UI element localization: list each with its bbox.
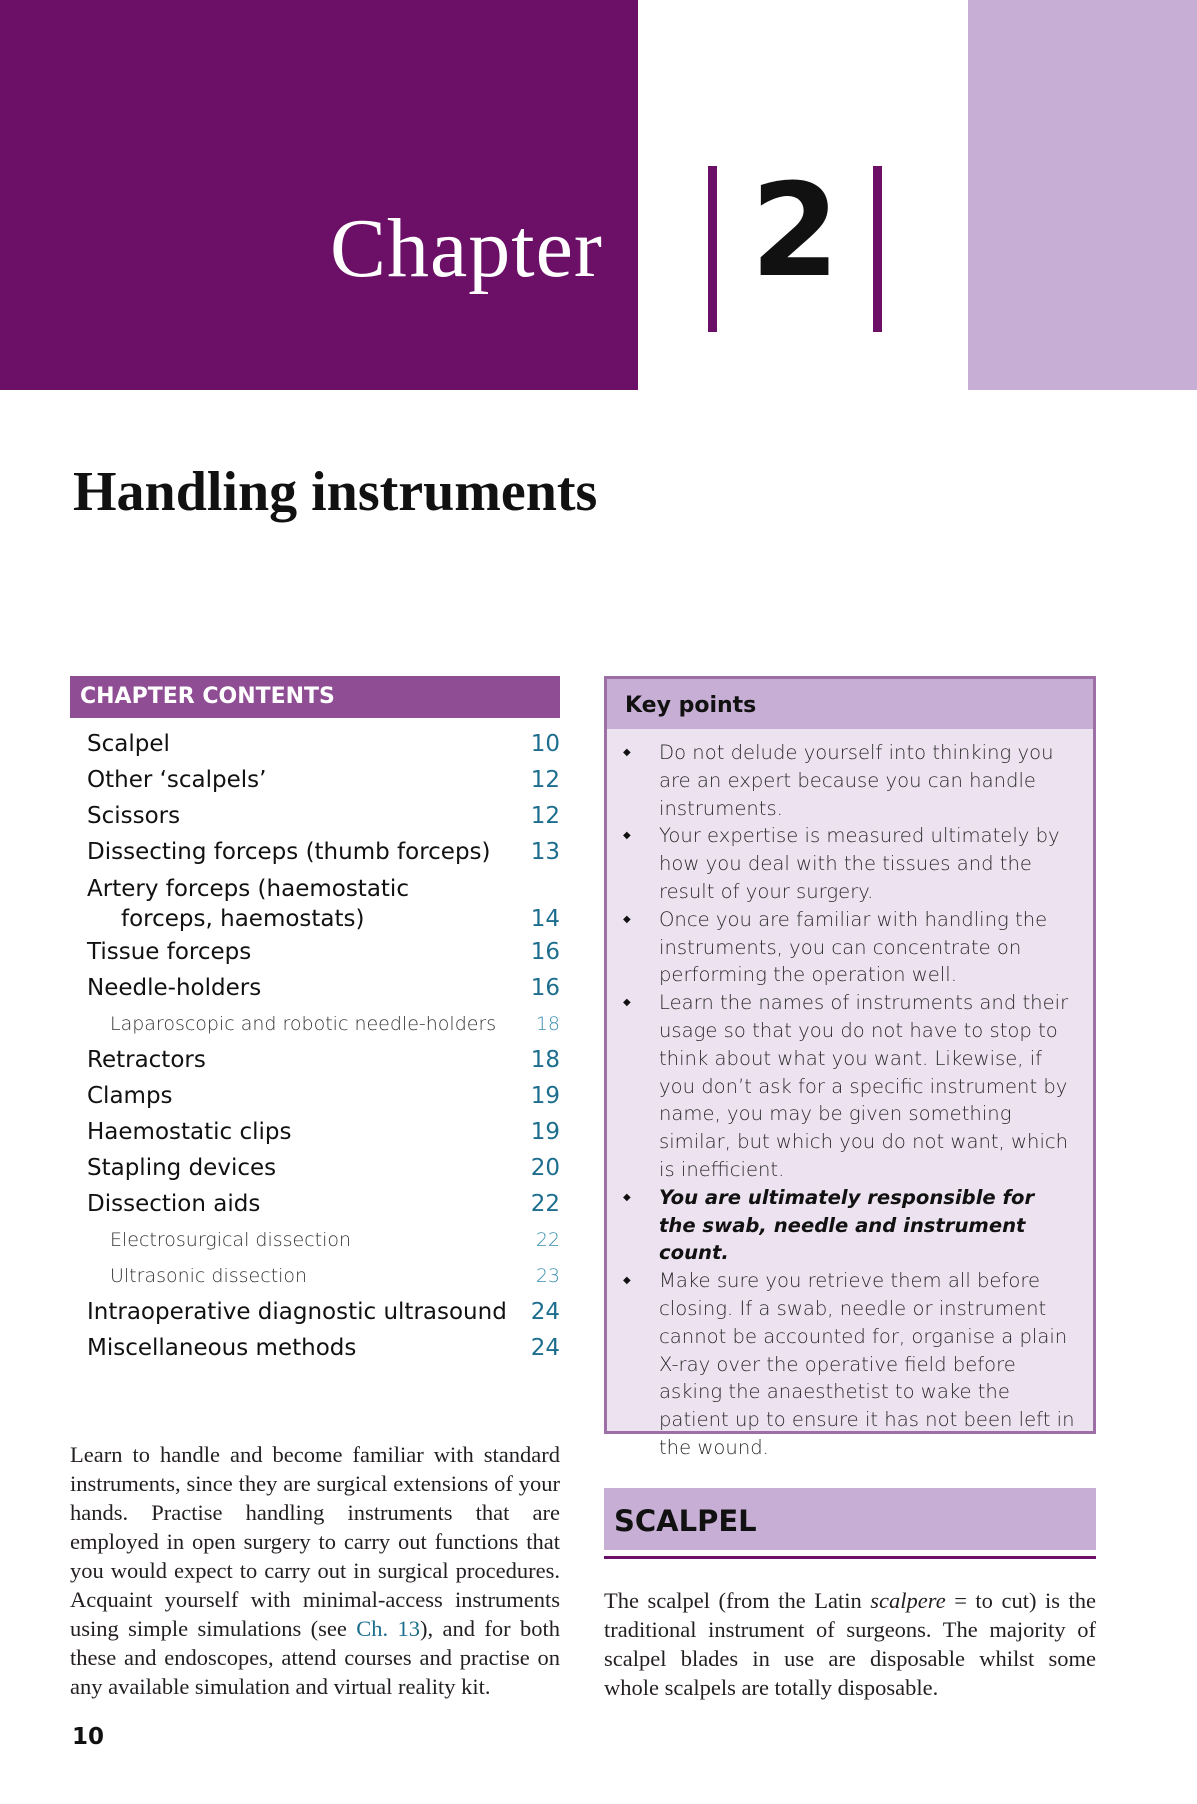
toc-subitem[interactable]: Laparoscopic and robotic needle-holders 18 — [70, 1006, 560, 1042]
toc-item[interactable]: Intraoperative diagnostic ultrasound 24 — [70, 1294, 560, 1330]
toc-page-number[interactable]: 12 — [530, 803, 560, 829]
toc-page-number[interactable]: 19 — [530, 1119, 560, 1145]
intro-paragraph: Learn to handle and become familiar with standard instruments, since they are surgical extensions of your hands. Practise handling instruments that are employed in open surgery to carry out functions that you would expect to carry out in surgical procedures. Acquaint yourself with minimal-access instruments using simple simulations (see Ch. 13), and for both these and endoscopes, attend courses and practise on any available simulation and virtual reality kit. — [70, 1442, 560, 1699]
toc-item[interactable]: Scalpel 10 — [70, 726, 560, 762]
toc-page-number[interactable]: 16 — [530, 939, 560, 965]
chapter-label: Chapter — [330, 202, 603, 295]
toc-page-number[interactable]: 12 — [530, 767, 560, 793]
toc-page-number[interactable]: 19 — [530, 1083, 560, 1109]
toc-item[interactable]: Stapling devices 20 — [70, 1150, 560, 1186]
toc-item[interactable]: Retractors 18 — [70, 1042, 560, 1078]
key-points-box — [604, 676, 1096, 1459]
chapter-number: 2 — [750, 157, 840, 306]
key-point-emphasis: ◆ You are ultimately responsible for the swab, needle and instrument count. — [621, 1184, 1075, 1267]
key-point: ◆ Once you are familiar with handling the instruments, you can concentrate on performing the operation well. — [621, 906, 1075, 989]
section-heading-scalpel: SCALPEL — [604, 1488, 1096, 1550]
toc-item[interactable]: Dissecting forceps (thumb forceps) 13 — [70, 834, 560, 870]
toc-page-number[interactable]: 14 — [530, 906, 560, 932]
chapter-bar-left — [708, 166, 717, 332]
toc-item[interactable]: Miscellaneous methods 24 — [70, 1330, 560, 1366]
toc-page-number[interactable]: 16 — [530, 975, 560, 1001]
header-band-purple — [0, 0, 638, 390]
chapter-13-link[interactable]: Ch. 13 — [356, 1616, 421, 1641]
toc-page-number[interactable]: 22 — [530, 1191, 560, 1217]
header-band-lilac — [968, 0, 1197, 390]
toc-page-number[interactable]: 22 — [535, 1229, 560, 1251]
toc-item[interactable]: Tissue forceps 16 — [70, 934, 560, 970]
toc-item[interactable]: Scissors 12 — [70, 798, 560, 834]
toc-item[interactable]: Needle-holders 16 — [70, 970, 560, 1006]
key-point: ◆ Do not delude yourself into thinking you are an expert because you can handle instruments. — [621, 739, 1075, 822]
page-number: 10 — [72, 1724, 105, 1750]
toc-page-number[interactable]: 10 — [530, 731, 560, 757]
toc-page-number[interactable]: 23 — [535, 1265, 560, 1287]
toc-page-number[interactable]: 13 — [530, 839, 560, 865]
section-body: The scalpel (from the Latin scalpere = to cut) is the traditional instrument of surgeons. The majority of scalpel blades in use are disposable whilst some whole scalpels are totally disposable. — [604, 1588, 1096, 1700]
section-divider — [604, 1556, 1096, 1559]
toc-item[interactable]: Clamps 19 — [70, 1078, 560, 1114]
toc-page-number[interactable]: 24 — [530, 1299, 560, 1325]
toc-subitem[interactable]: Electrosurgical dissection 22 — [70, 1222, 560, 1258]
table-of-contents — [70, 726, 560, 1366]
contents-heading: CHAPTER CONTENTS — [70, 676, 560, 718]
key-point: ◆ Make sure you retrieve them all before closing. If a swab, needle or instrument cannot be accounted for, organise a plain X-ray over the operative field before asking the anaesthetist to wake the patient up to ensure it has not been left in the wound. — [621, 1267, 1075, 1462]
key-point: ◆ Your expertise is measured ultimately by how you deal with the tissues and the result of your surgery. — [621, 822, 1075, 905]
key-points-list — [607, 729, 1093, 1462]
key-points-heading: Key points — [607, 679, 1093, 729]
toc-item[interactable]: Haemostatic clips 19 — [70, 1114, 560, 1150]
toc-item[interactable]: Other ‘scalpels’ 12 — [70, 762, 560, 798]
toc-page-number[interactable]: 20 — [530, 1155, 560, 1181]
toc-page-number[interactable]: 18 — [530, 1047, 560, 1073]
latin-term: scalpere — [870, 1588, 946, 1613]
chapter-bar-right — [873, 166, 882, 332]
toc-item[interactable]: Artery forceps (haemostatic forceps, haemostats) 14 — [87, 876, 560, 932]
page-title: Handling instruments — [73, 461, 598, 523]
key-point: ◆ Learn the names of instruments and their usage so that you do not have to stop to think about what you want. Likewise, if you don’t ask for a specific instrument by name, you may be given something similar, but which you do not want, which is inefficient. — [621, 989, 1075, 1184]
toc-subitem[interactable]: Ultrasonic dissection 23 — [70, 1258, 560, 1294]
toc-item[interactable]: Dissection aids 22 — [70, 1186, 560, 1222]
toc-page-number[interactable]: 24 — [530, 1335, 560, 1361]
toc-page-number[interactable]: 18 — [535, 1013, 560, 1035]
